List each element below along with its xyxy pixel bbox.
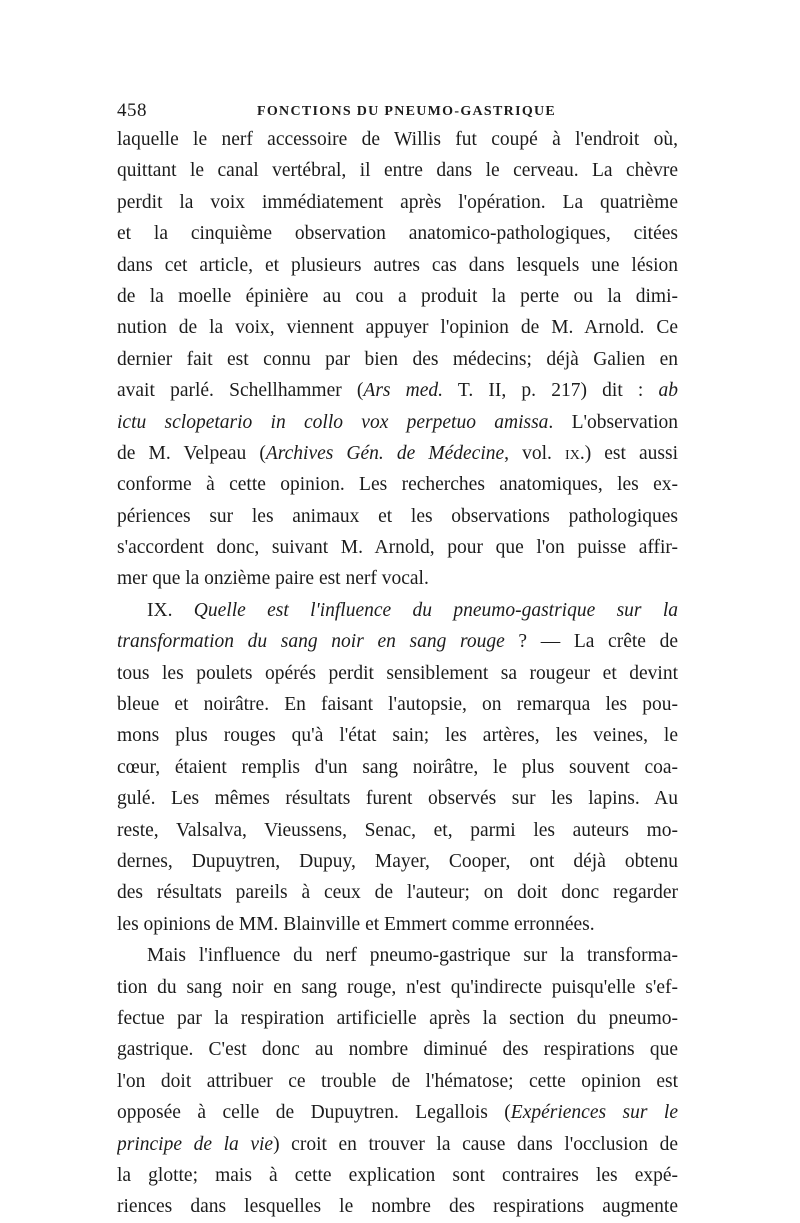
text-line: gulé. Les mêmes résultats furent observés sur les lapins. Au [117,788,678,810]
text-line: périences sur les animaux et les observations pathologiques [117,505,678,527]
text-line: dernes, Dupuytren, Dupuy, Mayer, Cooper, ont déjà obtenu [117,850,678,872]
text-line: bleue et noirâtre. En faisant l'autopsie, on remarqua les pou- [117,694,678,716]
text-line: les opinions de MM. Blainville et Emmert comme erronnées. [117,913,595,935]
text-line [117,375,678,406]
text-line: conforme à cette opinion. Les recherches anatomiques, les ex- [117,474,678,496]
text-line: l'on doit attribuer ce trouble de l'hématose; cette opinion est [117,1070,678,1092]
text-line: laquelle le nerf accessoire de Willis fut coupé à l'endroit où, [117,129,678,150]
text-line: mons plus rouges qu'à l'état sain; les artères, les veines, le [117,725,678,747]
italic-citation: Ars med. [363,380,444,402]
text-line: tion du sang noir en sang rouge, n'est qu'indirecte puisqu'elle s'ef- [117,976,678,998]
text-line: reste, Valsalva, Vieussens, Senac, et, parmi les auteurs mo- [117,819,678,841]
italic-quote: ab [658,380,678,402]
text-line: cœur, étaient remplis d'un sang noirâtre, le plus souvent coa- [117,756,678,778]
italic-citation: principe de la vie [117,1133,274,1155]
text-line [117,1097,678,1128]
text-line: quittant le canal vertébral, il entre dans le cerveau. La chèvre [117,160,678,182]
text-line: et la cinquième observation anatomico-pathologiques, citées [117,223,678,245]
section-number: IX. [147,599,194,621]
text-segment: .) est aussi [579,442,678,464]
volume-numeral: ix [565,442,580,464]
text-segment: ) croit en trouver la cause dans l'occlusion de [273,1133,678,1155]
text-segment: opposée à celle de Dupuytren. Legallois ( [117,1102,511,1124]
text-line: perdit la voix immédiatement après l'opération. La quatrième [117,191,678,213]
text-segment: ? — La crête de [504,631,678,653]
page-number: 458 [117,100,147,121]
italic-quote: ictu sclopetario in collo vox perpetuo amissa [117,411,549,433]
section-question: Quelle est l'influence du pneumo-gastrique sur la [193,599,678,621]
text-line: tous les poulets opérés perdit sensiblement sa rougeur et devint [117,662,678,684]
text-line: de la moelle épinière au cou a produit la perte ou la dimi- [117,285,678,307]
text-line [117,438,678,469]
text-segment: de M. Velpeau ( [117,442,266,464]
text-segment: . L'observation [548,411,678,433]
text-line [117,1129,678,1160]
text-line: nution de la voix, viennent appuyer l'opinion de M. Arnold. Ce [117,317,678,339]
text-segment: avait parlé. Schellhammer ( [117,380,364,402]
text-segment: T. II, p. 217) dit : [443,380,659,402]
italic-citation: Expériences sur le [510,1102,678,1124]
text-line: riences dans lesquelles le nombre des respirations augmente [117,1196,678,1218]
text-line: mer que la onzième paire est nerf vocal. [117,568,429,590]
section-question: transformation du sang noir en sang rouge [117,631,505,653]
text-line [117,407,678,438]
page-header [117,100,677,124]
running-head: FONCTIONS DU PNEUMO-GASTRIQUE [257,104,557,119]
body-text [117,124,678,1223]
text-line: s'accordent donc, suivant M. Arnold, pour que l'on puisse affir- [117,537,678,559]
text-line: gastrique. C'est donc au nombre diminué des respirations que [117,1039,678,1061]
text-line: la glotte; mais à cette explication sont contraires les expé- [117,1164,678,1186]
section-heading-line [117,595,678,626]
text-line: dans cet article, et plusieurs autres cas dans lesquels une lésion [117,254,678,276]
text-segment: , vol. [504,442,566,464]
italic-citation: Archives Gén. de Médecine [265,442,505,464]
text-line: fectue par la respiration artificielle après la section du pneumo- [117,1007,678,1029]
text-line: Mais l'influence du nerf pneumo-gastrique sur la transforma- [147,945,678,967]
text-line: dernier fait est connu par bien des médecins; déjà Galien en [117,348,678,370]
text-line [117,626,678,657]
text-line: des résultats pareils à ceux de l'auteur; on doit donc regarder [117,882,678,904]
